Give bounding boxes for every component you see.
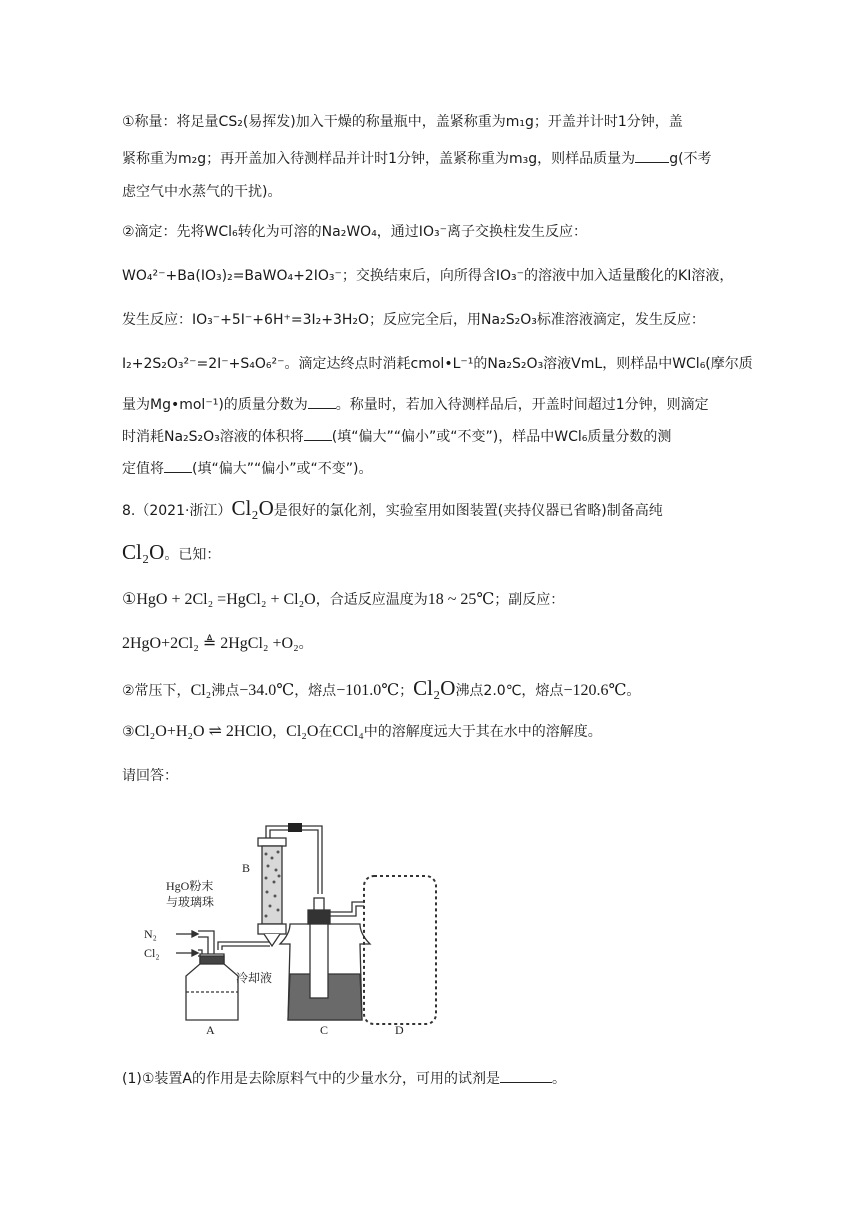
label-n2: N₂ bbox=[144, 927, 157, 941]
label-b: B bbox=[242, 861, 251, 875]
text-segment: ， bbox=[272, 724, 287, 740]
known-1-side-reaction bbox=[122, 634, 313, 654]
value: −34.0℃ bbox=[239, 682, 295, 699]
text-line bbox=[122, 148, 712, 169]
text-segment: 中的溶解度远大于其在水中的溶解度。 bbox=[363, 724, 602, 740]
formula-cl2o: Cl₂O bbox=[413, 676, 456, 700]
prompt-answer: 请回答： bbox=[122, 768, 178, 784]
label-d: D bbox=[395, 1023, 404, 1037]
answer-blank[interactable] bbox=[304, 426, 332, 441]
equilibrium-reaction: Cl₂O+H₂O ⇌ 2HClO bbox=[134, 723, 273, 740]
formula-cl2o: Cl₂O bbox=[286, 723, 319, 740]
formula-cl2o: Cl₂O bbox=[122, 540, 165, 564]
text-segment: ②常压下， bbox=[122, 683, 191, 699]
text-segment: 。已知： bbox=[164, 547, 221, 563]
device-d-placeholder bbox=[364, 876, 436, 1024]
formula-ccl4: CCl₄ bbox=[332, 723, 364, 740]
text-line: ②滴定：先将WCl₆转化为可溶的Na₂WO₄，通过IO₃⁻离子交换柱发生反应： bbox=[122, 224, 587, 240]
answer-blank[interactable] bbox=[500, 1068, 552, 1083]
text-line bbox=[122, 458, 372, 479]
sub-question-1 bbox=[122, 1068, 566, 1089]
formula-cl2o: Cl₂O bbox=[231, 496, 274, 520]
text-segment: ，合适反应温度为 bbox=[315, 592, 428, 608]
text-segment: ； bbox=[399, 683, 414, 699]
text-line: ①称量：将足量CS₂(易挥发)加入干燥的称量瓶中，盖紧称重为m₁g；开盖并计时1分钟，盖 bbox=[122, 114, 683, 130]
text-segment: 紧称重为m₂g；再开盖加入待测样品并计时1分钟，盖紧称重为m₃g，则样品质量为 bbox=[122, 151, 636, 167]
value: −120.6℃ bbox=[563, 682, 627, 699]
text-segment: (填“偏大”“偏小”或“不变”)，样品中WCl₆质量分数的测 bbox=[331, 429, 672, 445]
column-b bbox=[258, 838, 286, 946]
clamp bbox=[288, 823, 302, 832]
text-line bbox=[122, 426, 671, 447]
text-line: WO₄²⁻+Ba(IO₃)₂=BaWO₄+2IO₃⁻；交换结束后，向所得含IO₃⁻的溶液中加入适量酸化的KI溶液， bbox=[122, 268, 734, 284]
question-number: 8.（2021·浙江） bbox=[122, 503, 232, 519]
text-segment: 沸点2.0℃，熔点 bbox=[455, 683, 564, 699]
apparatus-diagram bbox=[140, 814, 440, 1044]
text-segment: ；副反应： bbox=[494, 592, 565, 608]
text-line: 发生反应：IO₃⁻+5I⁻+6H⁺=3I₂+3H₂O；反应完全后，用Na₂S₂O₃标准溶液滴定，发生反应： bbox=[122, 312, 705, 328]
value: −101.0℃ bbox=[336, 682, 400, 699]
label-a: A bbox=[206, 1023, 215, 1037]
label-cooling-liquid: 冷却液 bbox=[236, 971, 273, 985]
known-1 bbox=[122, 590, 564, 610]
known-2 bbox=[122, 678, 640, 701]
label-cl2: Cl₂ bbox=[144, 946, 160, 960]
text-segment: 定值将 bbox=[122, 461, 164, 477]
text-segment: 。称量时，若加入待测样品后，开盖时间超过1分钟，则滴定 bbox=[335, 397, 709, 413]
text-segment: ，熔点 bbox=[294, 683, 337, 699]
text-segment: 量为Mg•mol⁻¹)的质量分数为 bbox=[122, 397, 308, 413]
text-line bbox=[122, 542, 220, 565]
text-segment: (填“偏大”“偏小”或“不变”)。 bbox=[192, 461, 373, 477]
main-reaction: ①HgO + 2Cl₂ =HgCl₂ + Cl₂O bbox=[122, 591, 316, 608]
answer-blank[interactable] bbox=[164, 458, 192, 473]
text-segment: 时消耗Na₂S₂O₃溶液的体积将 bbox=[122, 429, 304, 445]
text-segment: 在 bbox=[318, 724, 333, 740]
answer-blank[interactable] bbox=[308, 394, 336, 409]
text-segment: 。 bbox=[298, 636, 313, 652]
text-segment: 。 bbox=[626, 683, 641, 699]
answer-blank[interactable] bbox=[635, 148, 669, 163]
formula-cl2: Cl₂ bbox=[190, 682, 212, 699]
label-c: C bbox=[320, 1023, 329, 1037]
label-hgo-line2: 与玻璃珠 bbox=[166, 895, 215, 909]
text-segment: (1)①装置A的作用是去除原料气中的少量水分，可用的试剂是 bbox=[122, 1071, 500, 1087]
temperature-range: 18 ~ 25℃ bbox=[427, 591, 495, 608]
text-line bbox=[122, 394, 709, 415]
text-segment: ③ bbox=[122, 724, 135, 740]
known-3 bbox=[122, 722, 602, 742]
side-reaction: 2HgO+2Cl₂ ≜ 2HgCl₂ +O₂ bbox=[122, 635, 299, 652]
text-line: I₂+2S₂O₃²⁻=2I⁻+S₄O₆²⁻。滴定达终点时消耗cmol•L⁻¹的Na₂S₂O₃溶液VmL，则样品中WCl₆(摩尔质 bbox=[122, 356, 753, 372]
question-header bbox=[122, 498, 663, 521]
text-line: 虑空气中水蒸气的干扰)。 bbox=[122, 184, 282, 200]
text-segment: 是很好的氯化剂，实验室用如图装置(夹持仪器已省略)制备高纯 bbox=[273, 503, 663, 519]
text-segment: 。 bbox=[551, 1071, 566, 1087]
flask-a bbox=[186, 954, 238, 1020]
text-segment: 沸点 bbox=[211, 683, 240, 699]
text-segment: g(不考 bbox=[669, 151, 712, 167]
label-hgo-line1: HgO粉末 bbox=[166, 879, 214, 893]
